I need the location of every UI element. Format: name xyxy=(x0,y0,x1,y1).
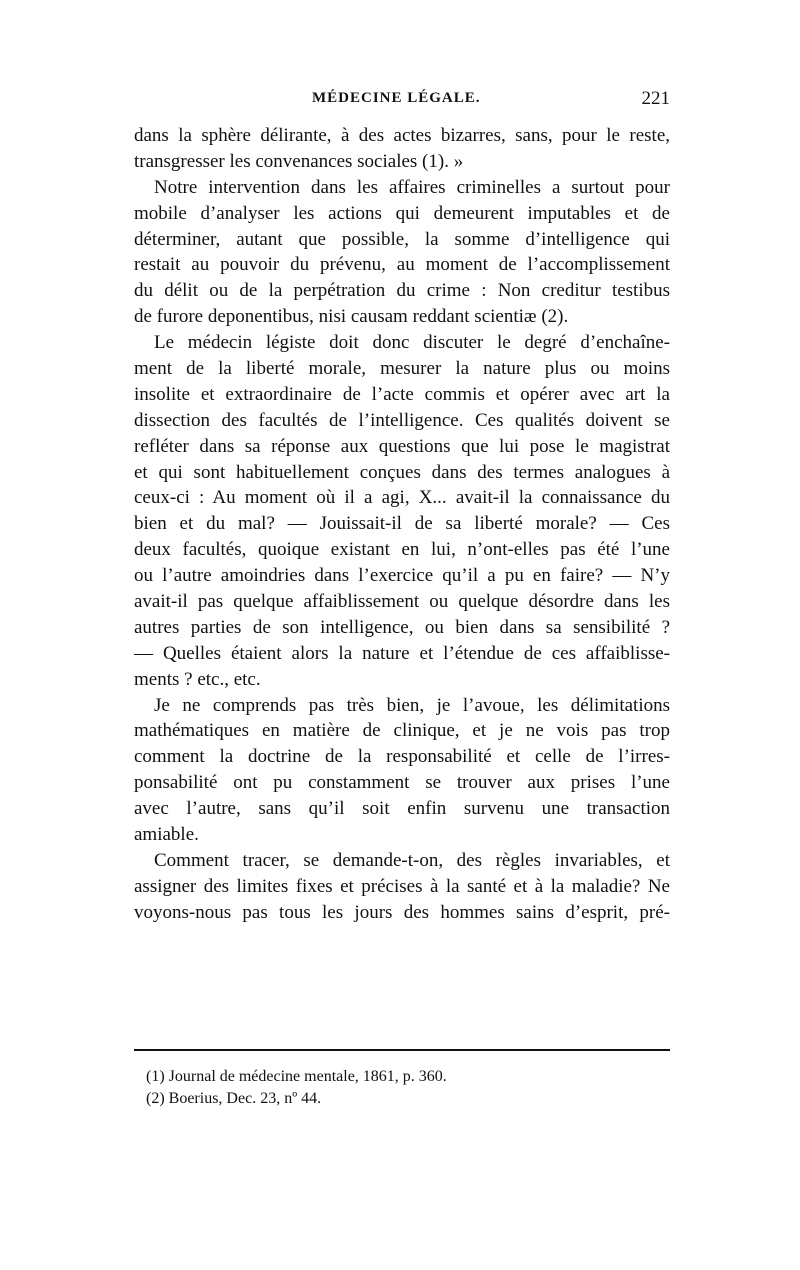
text-line: ments ? etc., etc. xyxy=(134,668,261,690)
text-line: refléter dans sa réponse aux questions que lui pose le magistrat xyxy=(134,435,670,457)
text-line: amiable. xyxy=(134,824,199,846)
text-line: et qui sont habituellement conçues dans des termes analogues à xyxy=(134,461,670,483)
text-line: avec l’autre, sans qu’il soit enfin survenu une transaction xyxy=(134,798,670,820)
text-line: Je ne comprends pas très bien, je l’avoue, les délimitations xyxy=(154,694,670,716)
body-text xyxy=(134,123,670,926)
text-line: déterminer, autant que possible, la somme d’intelligence qui xyxy=(134,228,670,250)
text-line: — Quelles étaient alors la nature et l’étendue de ces affaiblisse- xyxy=(134,642,670,664)
text-line: restait au pouvoir du prévenu, au moment de l’accomplissement xyxy=(134,254,670,276)
text-line: comment la doctrine de la responsabilité et celle de l’irres- xyxy=(134,746,670,768)
text-line: ment de la liberté morale, mesurer la nature plus ou moins xyxy=(134,358,670,380)
text-line: deux facultés, quoique existant en lui, n’ont-elles pas été l’une xyxy=(134,539,670,561)
text-line: mathématiques en matière de clinique, et je ne vois pas trop xyxy=(134,720,670,742)
text-line: de furore deponentibus, nisi causam reddant scientiæ (2). xyxy=(134,306,569,328)
footnote: (1) Journal de médecine mentale, 1861, p. 360. xyxy=(146,1068,447,1085)
text-line: avait-il pas quelque affaiblissement ou quelque désordre dans les xyxy=(134,591,670,613)
running-title: MÉDECINE LÉGALE. xyxy=(312,90,481,106)
footnotes xyxy=(134,1066,670,1110)
text-line: ponsabilité ont pu constamment se trouver aux prises l’une xyxy=(134,772,670,794)
text-line: Notre intervention dans les affaires criminelles a surtout pour xyxy=(154,176,670,198)
text-line: du délit ou de la perpétration du crime : Non creditur testibus xyxy=(134,280,670,302)
text-line: dans la sphère délirante, à des actes bizarres, sans, pour le reste, xyxy=(134,125,670,146)
text-line: autres parties de son intelligence, ou bien dans sa sensibilité ? xyxy=(134,616,670,638)
page-header xyxy=(134,90,670,120)
text-line: Comment tracer, se demande-t-on, des règles invariables, et xyxy=(154,849,670,871)
text-line: mobile d’analyser les actions qui demeurent imputables et de xyxy=(134,202,670,224)
page-number: 221 xyxy=(641,88,670,109)
text-line: dissection des facultés de l’intelligence. Ces qualités doivent se xyxy=(134,409,670,431)
text-line: assigner des limites fixes et précises à la santé et à la maladie? Ne xyxy=(134,875,670,897)
text-line: bien et du mal? — Jouissait-il de sa liberté morale? — Ces xyxy=(134,513,670,535)
text-line: transgresser les convenances sociales (1). » xyxy=(134,150,464,172)
text-line: insolite et extraordinaire de l’acte commis et opérer avec art la xyxy=(134,383,670,405)
footnote: (2) Boerius, Dec. 23, nº 44. xyxy=(146,1090,322,1107)
text-line: ou l’autre amoindries dans l’exercice qu’il a pu en faire? — N’y xyxy=(134,565,670,587)
text-line: voyons-nous pas tous les jours des hommes sains d’esprit, pré- xyxy=(134,901,670,923)
text-line: ceux-ci : Au moment où il a agi, X... avait-il la connaissance du xyxy=(134,487,670,509)
footnote-divider xyxy=(134,1049,670,1051)
text-line: Le médecin légiste doit donc discuter le degré d’enchaîne- xyxy=(154,332,670,354)
